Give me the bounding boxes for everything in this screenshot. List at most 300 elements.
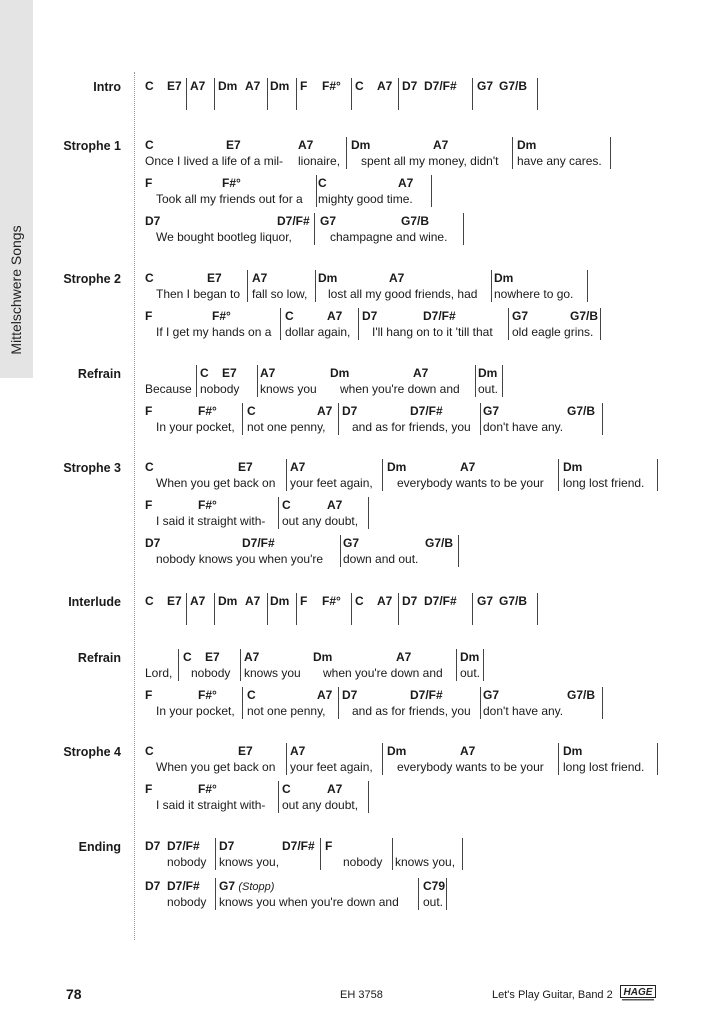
chord-symbol	[183, 650, 192, 664]
chord-name: A7	[398, 176, 414, 190]
measure	[270, 593, 297, 625]
measure	[300, 593, 352, 625]
chord-symbol	[167, 79, 182, 93]
chord-symbol	[355, 594, 364, 608]
chord-name: A7	[298, 138, 314, 152]
chord-symbol	[494, 271, 513, 285]
chord-name: G7	[483, 404, 500, 418]
lyric-text: knows you	[260, 382, 317, 396]
measure	[355, 593, 399, 625]
chord-symbol	[219, 879, 274, 893]
lyric-text: fall so low,	[252, 287, 308, 301]
section-label: Strophe 2	[63, 272, 121, 286]
lyric-text: out.	[460, 666, 481, 680]
chord-symbol	[260, 366, 275, 380]
book-title: Let's Play Guitar, Band 2	[492, 989, 613, 1001]
lyric-text: out.	[478, 382, 499, 396]
chord-symbol	[499, 594, 527, 608]
chord-symbol	[387, 460, 406, 474]
chord-line	[0, 78, 724, 112]
lyric-text: when you're down and	[323, 666, 443, 680]
chord-name: C	[145, 460, 154, 474]
chord-name: G7	[343, 536, 360, 550]
chord-name: D7/F#	[282, 839, 315, 853]
lyric-text: have any cares.	[517, 154, 602, 168]
chord-symbol	[145, 594, 154, 608]
chord-symbol	[285, 309, 294, 323]
chord-name: C	[145, 79, 154, 93]
chord-name: G7/B	[401, 214, 430, 228]
chord-symbol	[355, 79, 364, 93]
chord-symbol	[145, 138, 154, 152]
chord-line	[0, 213, 724, 247]
chord-line	[0, 175, 724, 209]
chord-name: D7/F#	[410, 688, 443, 702]
lyric-text: everybody wants to be your	[397, 476, 544, 490]
measure	[145, 649, 179, 681]
lyric-text: out any doubt,	[282, 798, 359, 812]
chord-name: F	[300, 594, 308, 608]
chord-line	[0, 878, 724, 912]
chord-symbol	[300, 79, 307, 93]
measure	[219, 838, 321, 870]
chord-name: E7	[238, 460, 253, 474]
chord-name: D7	[342, 404, 358, 418]
lyric-text: don't have any.	[483, 704, 564, 718]
chord-name: C	[285, 309, 294, 323]
chord-symbol	[145, 404, 152, 418]
chord-name: E7	[205, 650, 220, 664]
chord-name: C79	[423, 879, 446, 893]
lyric-text: spent all my money, didn't	[361, 154, 499, 168]
measure	[145, 593, 187, 625]
chord-symbol	[478, 366, 497, 380]
measure	[270, 78, 297, 110]
chord-name: F#°	[212, 309, 231, 323]
chord-name: D7/F#	[410, 404, 443, 418]
chord-symbol	[325, 839, 332, 853]
lyric-text: nobody	[200, 382, 240, 396]
lyric-text: down and out.	[343, 552, 419, 566]
lyric-text: not one penny,	[247, 420, 326, 434]
chord-name: F	[145, 498, 153, 512]
measure	[318, 175, 432, 207]
measure	[285, 308, 359, 340]
chord-symbol	[145, 536, 160, 550]
section-label: Ending	[78, 840, 121, 854]
measure	[145, 781, 279, 813]
lyric-text: knows you when you're down and	[219, 895, 399, 909]
lyric-text: champagne and wine.	[330, 230, 448, 244]
chord-symbol	[377, 79, 392, 93]
chord-name: D7	[402, 594, 418, 608]
chord-name: Dm	[460, 650, 480, 664]
lyric-text: out any doubt,	[282, 514, 359, 528]
chord-symbol	[226, 138, 241, 152]
measure	[342, 687, 481, 719]
measure	[362, 308, 509, 340]
chord-line	[0, 687, 724, 721]
chord-symbol	[145, 879, 160, 893]
chord-name: D7	[145, 839, 161, 853]
lyric-text: nobody	[167, 895, 207, 909]
chord-line	[0, 137, 724, 171]
chord-symbol	[396, 650, 411, 664]
lyric-text: dollar again,	[285, 325, 351, 339]
lyric-text: nobody knows you when you're	[156, 552, 324, 566]
chord-name: G7	[320, 214, 337, 228]
chord-symbol	[198, 782, 217, 796]
chord-name: D7/F#	[424, 79, 457, 93]
lyric-text: nobody	[167, 855, 207, 869]
chord-name: A7	[460, 460, 476, 474]
section-label: Intro	[93, 80, 121, 94]
chord-name: A7	[252, 271, 268, 285]
chord-symbol	[282, 839, 315, 853]
chord-symbol	[247, 404, 256, 418]
chord-symbol	[563, 744, 582, 758]
hage-logo-icon	[620, 985, 656, 1002]
chord-name: F	[145, 782, 153, 796]
chord-symbol	[242, 536, 275, 550]
chord-symbol	[145, 782, 152, 796]
chord-name: Dm	[270, 594, 290, 608]
chord-name: G7	[477, 79, 494, 93]
chord-name: D7	[219, 839, 235, 853]
section-label: Strophe 4	[63, 745, 121, 759]
edition-code: EH 3758	[340, 989, 383, 1001]
chord-name: Dm	[387, 460, 407, 474]
chord-symbol	[402, 594, 417, 608]
chord-symbol	[167, 879, 200, 893]
lyric-text: your feet again,	[290, 476, 373, 490]
chord-name: A7	[190, 594, 206, 608]
chord-symbol	[167, 839, 200, 853]
lyric-text: We bought bootleg liquor,	[156, 230, 292, 244]
chord-name: Dm	[313, 650, 333, 664]
section-label: Refrain	[77, 367, 121, 381]
chord-symbol	[145, 271, 154, 285]
chord-name: C	[183, 650, 192, 664]
chord-symbol	[425, 536, 453, 550]
chord-line	[0, 649, 724, 683]
chord-symbol	[327, 782, 342, 796]
chord-note: (Stopp)	[238, 881, 275, 893]
chord-symbol	[460, 744, 475, 758]
lyric-text: your feet again,	[290, 760, 373, 774]
chord-name: A7	[396, 650, 412, 664]
measure	[145, 535, 341, 567]
chord-name: A7	[377, 79, 393, 93]
section-label: Refrain	[77, 651, 121, 665]
chord-name: G7/B	[570, 309, 599, 323]
lyric-text: long lost friend.	[563, 476, 645, 490]
chord-name: G7	[512, 309, 529, 323]
chord-name: D7	[145, 214, 161, 228]
side-tab-label: Mittelschwere Songs	[8, 225, 24, 355]
chord-name: A7	[317, 404, 333, 418]
chord-symbol	[222, 176, 241, 190]
chord-name: F#°	[198, 688, 217, 702]
chord-symbol	[238, 744, 253, 758]
chord-name: Dm	[387, 744, 407, 758]
chord-symbol	[222, 366, 237, 380]
chord-name: F#°	[222, 176, 241, 190]
lyric-text: not one penny,	[247, 704, 326, 718]
chord-symbol	[212, 309, 231, 323]
chord-symbol	[145, 214, 160, 228]
chord-symbol	[298, 138, 313, 152]
lyric-text: long lost friend.	[563, 760, 645, 774]
measure	[477, 593, 538, 625]
measure	[343, 535, 459, 567]
chord-name: F#°	[322, 79, 341, 93]
chord-name: D7	[362, 309, 378, 323]
chord-symbol	[410, 688, 443, 702]
chord-name: Dm	[351, 138, 371, 152]
chord-symbol	[245, 594, 260, 608]
chord-symbol	[460, 650, 479, 664]
lyric-text: Because	[145, 382, 192, 396]
measure	[145, 308, 281, 340]
lyric-text: Took all my friends out for a	[156, 192, 303, 206]
chord-name: Dm	[517, 138, 537, 152]
chord-symbol	[389, 271, 404, 285]
measure	[200, 365, 258, 397]
measure	[483, 687, 603, 719]
chord-symbol	[330, 366, 349, 380]
lyric-text: out.	[423, 895, 444, 909]
measure	[247, 403, 339, 435]
lyric-text: nowhere to go.	[494, 287, 574, 301]
chord-name: F	[145, 176, 153, 190]
chord-line	[0, 838, 724, 872]
chord-name: C	[145, 271, 154, 285]
chord-symbol	[282, 782, 291, 796]
chord-name: C	[145, 138, 154, 152]
lyric-text: and as for friends, you	[352, 704, 471, 718]
chord-symbol	[483, 404, 499, 418]
measure	[325, 838, 393, 870]
measure	[290, 459, 383, 491]
measure	[483, 403, 603, 435]
chord-name: F	[145, 309, 153, 323]
chord-name: A7	[389, 271, 405, 285]
chord-line	[0, 743, 724, 777]
chord-symbol	[317, 688, 332, 702]
chord-symbol	[424, 79, 457, 93]
section-label: Strophe 3	[63, 461, 121, 475]
chord-name: D7/F#	[277, 214, 310, 228]
lyric-text: If I get my hands on a	[156, 325, 272, 339]
chord-symbol	[145, 176, 152, 190]
chord-symbol	[499, 79, 527, 93]
chord-name: A7	[290, 460, 306, 474]
measure	[190, 593, 215, 625]
measure	[145, 687, 243, 719]
lyric-text: When you get back on	[156, 476, 276, 490]
chord-symbol	[247, 688, 256, 702]
measure	[218, 78, 268, 110]
chord-name: A7	[327, 782, 343, 796]
chord-line	[0, 403, 724, 437]
chord-line	[0, 365, 724, 399]
chord-symbol	[351, 138, 370, 152]
lyric-text: lionaire,	[298, 154, 341, 168]
chord-name: G7	[219, 879, 236, 893]
chord-name: F#°	[198, 498, 217, 512]
chord-symbol	[252, 271, 267, 285]
lyric-text: and as for friends, you	[352, 420, 471, 434]
chord-symbol	[270, 79, 289, 93]
chord-name: C	[355, 79, 364, 93]
chord-name: F#°	[198, 404, 217, 418]
lyric-text: I'll hang on to it 'till that	[372, 325, 493, 339]
chord-symbol	[207, 271, 222, 285]
chord-symbol	[205, 650, 220, 664]
measure	[387, 459, 559, 491]
chord-name: Dm	[330, 366, 350, 380]
chord-name: A7	[290, 744, 306, 758]
chord-symbol	[145, 460, 154, 474]
measure	[477, 78, 538, 110]
chord-name: Dm	[478, 366, 498, 380]
chord-symbol	[342, 404, 357, 418]
lyric-text: knows you,	[395, 855, 456, 869]
chord-line	[0, 459, 724, 493]
chord-symbol	[145, 839, 160, 853]
lyric-text: Lord,	[145, 666, 173, 680]
measure	[145, 213, 315, 245]
chord-name: Dm	[563, 744, 583, 758]
chord-symbol	[362, 309, 377, 323]
chord-symbol	[190, 79, 205, 93]
lyric-text: mighty good time.	[318, 192, 413, 206]
chord-name: C	[355, 594, 364, 608]
chord-name: E7	[226, 138, 241, 152]
measure	[402, 593, 473, 625]
chord-symbol	[198, 404, 217, 418]
section-label: Interlude	[68, 595, 121, 609]
chord-symbol	[410, 404, 443, 418]
chord-symbol	[200, 366, 209, 380]
chord-name: F	[145, 404, 153, 418]
chord-line	[0, 593, 724, 627]
measure	[218, 593, 268, 625]
chord-name: D7	[145, 879, 161, 893]
measure	[282, 497, 369, 529]
measure	[145, 743, 287, 775]
measure	[247, 687, 339, 719]
chord-symbol	[402, 79, 417, 93]
measure	[460, 649, 500, 681]
measure	[300, 78, 352, 110]
chord-symbol	[282, 498, 291, 512]
chord-symbol	[145, 744, 154, 758]
chord-symbol	[218, 79, 237, 93]
chord-name: D7/F#	[167, 879, 200, 893]
lyric-text: lost all my good friends, had	[328, 287, 478, 301]
chord-symbol	[477, 594, 493, 608]
chord-symbol	[401, 214, 429, 228]
chord-symbol	[167, 594, 182, 608]
chord-name: G7	[477, 594, 494, 608]
chord-name: C	[247, 404, 256, 418]
measure	[145, 459, 287, 491]
chord-symbol	[342, 688, 357, 702]
chord-name: C	[282, 498, 291, 512]
chord-name: C	[318, 176, 327, 190]
measure	[342, 403, 481, 435]
measure	[145, 78, 187, 110]
chord-symbol	[290, 460, 305, 474]
measure	[313, 649, 484, 681]
measure	[517, 137, 602, 169]
measure	[145, 878, 216, 910]
measure	[355, 78, 399, 110]
chord-name: Dm	[218, 594, 238, 608]
chord-name: A7	[260, 366, 276, 380]
chord-symbol	[198, 688, 217, 702]
chord-symbol	[570, 309, 598, 323]
chord-symbol	[398, 176, 413, 190]
chord-name: G7/B	[567, 404, 596, 418]
chord-name: Dm	[218, 79, 238, 93]
chord-symbol	[322, 79, 341, 93]
lyric-text: When you get back on	[156, 760, 276, 774]
chord-name: E7	[207, 271, 222, 285]
chord-name: A7	[327, 498, 343, 512]
chord-symbol	[567, 688, 595, 702]
chord-symbol	[327, 498, 342, 512]
chord-line	[0, 497, 724, 531]
measure	[190, 78, 215, 110]
chord-name: F	[300, 79, 308, 93]
chord-symbol	[322, 594, 341, 608]
chord-symbol	[245, 79, 260, 93]
chord-symbol	[413, 366, 428, 380]
chord-symbol	[145, 688, 152, 702]
chord-symbol	[145, 309, 152, 323]
chord-symbol	[318, 176, 327, 190]
measure	[183, 649, 241, 681]
chord-symbol	[238, 460, 253, 474]
measure	[320, 213, 464, 245]
chord-symbol	[218, 594, 237, 608]
chord-name: G7/B	[567, 688, 596, 702]
chord-name: Dm	[270, 79, 290, 93]
lyric-text: everybody wants to be your	[397, 760, 544, 774]
chord-line	[0, 308, 724, 342]
chord-name: A7	[244, 650, 260, 664]
chord-symbol	[300, 594, 307, 608]
chord-symbol	[433, 138, 448, 152]
measure	[145, 175, 317, 207]
measure	[145, 365, 197, 397]
chord-name: E7	[167, 79, 182, 93]
measure	[402, 78, 473, 110]
lyric-text: don't have any.	[483, 420, 564, 434]
chord-name: D7/F#	[423, 309, 456, 323]
measure	[145, 497, 279, 529]
lyric-text: old eagle grins.	[512, 325, 594, 339]
chord-name: A7	[245, 594, 261, 608]
chord-name: F#°	[198, 782, 217, 796]
chord-name: D7	[145, 536, 161, 550]
chord-symbol	[423, 309, 456, 323]
measure	[387, 743, 559, 775]
chord-name: A7	[327, 309, 343, 323]
